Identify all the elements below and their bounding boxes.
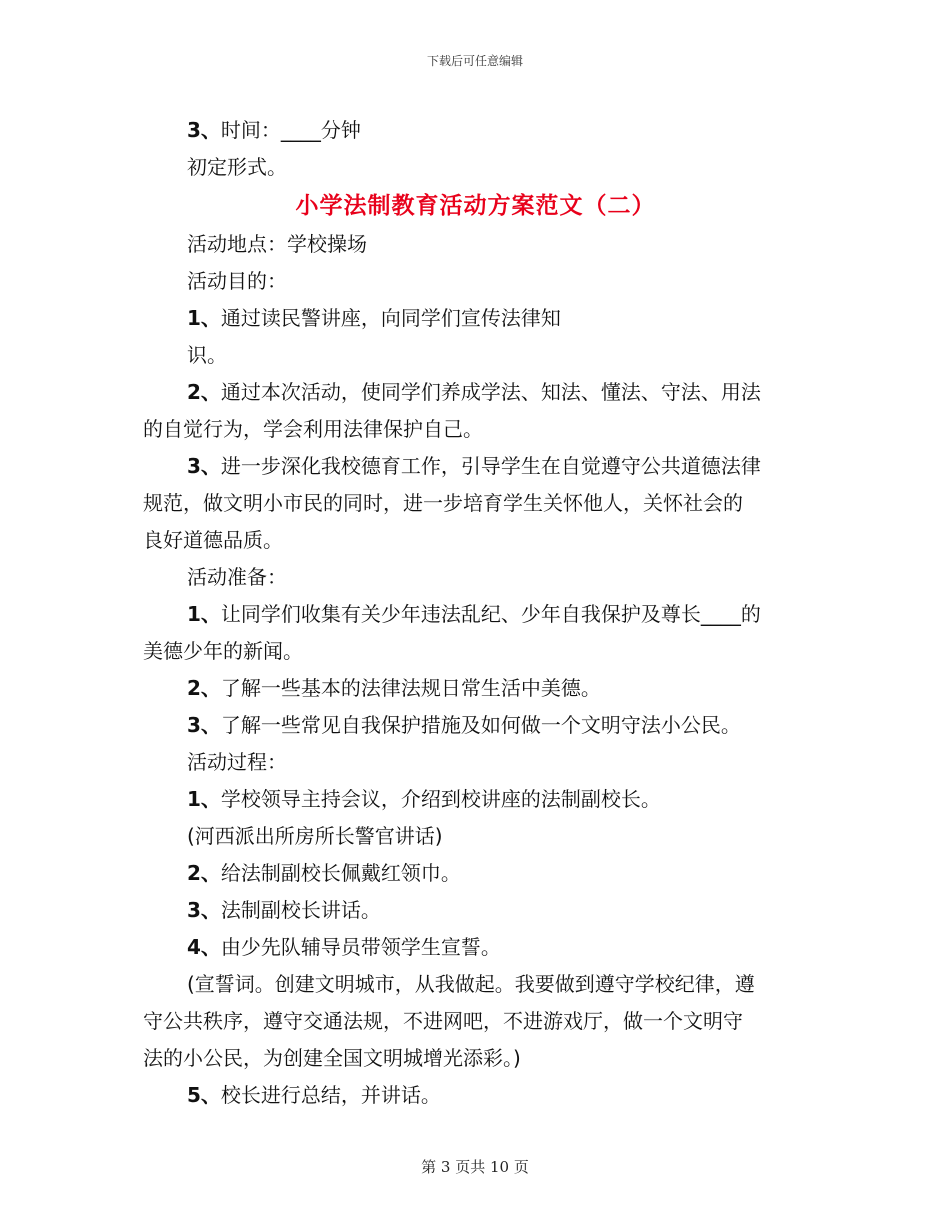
list-item <box>143 374 808 411</box>
item-number: 2、 <box>187 380 221 404</box>
item-number: 3、 <box>187 713 221 737</box>
list-item <box>143 596 808 633</box>
item-text: 通过读民警讲座，向同学们宣传法律知 <box>220 306 561 330</box>
item-text: 让同学们收集有关少年违法乱纪、少年自我保护及尊长____的 <box>220 602 761 626</box>
document-body <box>143 112 808 1114</box>
list-item <box>143 781 808 818</box>
item-text: 校长进行总结，并讲话。 <box>220 1083 441 1107</box>
item-number: 2、 <box>187 676 221 700</box>
item-text: 法制副校长讲话。 <box>220 898 381 922</box>
list-item <box>143 670 808 707</box>
item-number: 5、 <box>187 1083 221 1107</box>
item-number: 1、 <box>187 306 221 330</box>
item-text: 给法制副校长佩戴红领巾。 <box>220 861 461 885</box>
item-number: 3、 <box>187 454 221 478</box>
paragraph-line: 规范，做文明小市民的同时，进一步培育学生关怀他人，关怀社会的 <box>143 491 743 515</box>
paragraph-line: (河西派出所房所长警官讲话) <box>187 824 443 848</box>
item-number: 3、 <box>187 118 221 142</box>
item-number: 2、 <box>187 861 221 885</box>
item-text: 了解一些基本的法律法规日常生活中美德。 <box>220 676 601 700</box>
list-item <box>143 892 808 929</box>
list-item <box>143 300 808 337</box>
preparation-heading: 活动准备： <box>187 565 287 589</box>
paragraph-line: (宣誓词。创建文明城市，从我做起。我要做到遵守学校纪律，遵 <box>187 972 755 996</box>
item-text: 通过本次活动，使同学们养成学法、知法、懂法、守法、用法 <box>220 380 761 404</box>
purpose-heading: 活动目的： <box>187 269 287 293</box>
paragraph-line: 的自觉行为，学会利用法律保护自己。 <box>143 417 483 441</box>
paragraph-line: 初定形式。 <box>187 155 287 179</box>
item-number: 1、 <box>187 787 221 811</box>
section-title: 小学法制教育活动方案范文（二） <box>295 193 656 219</box>
item-text: 了解一些常见自我保护措施及如何做一个文明守法小公民。 <box>220 713 741 737</box>
paragraph-line: 法的小公民，为创建全国文明城增光添彩。) <box>143 1046 521 1070</box>
item-number: 3、 <box>187 898 221 922</box>
paragraph-line: 良好道德品质。 <box>143 528 283 552</box>
item-text: 学校领导主持会议，介绍到校讲座的法制副校长。 <box>220 787 661 811</box>
page-footer: 第 3 页共 10 页 <box>421 1158 529 1176</box>
item-text: 时间：____分钟 <box>220 118 361 142</box>
item-text: 进一步深化我校德育工作，引导学生在自觉遵守公共道德法律 <box>220 454 761 478</box>
list-item <box>143 448 808 485</box>
list-item <box>143 707 808 744</box>
paragraph-line: 守公共秩序，遵守交通法规，不进网吧，不进游戏厅，做一个文明守 <box>143 1009 743 1033</box>
process-heading: 活动过程： <box>187 750 287 774</box>
activity-place: 活动地点：学校操场 <box>187 232 367 256</box>
list-item <box>143 112 808 149</box>
page-header: 下载后可任意编辑 <box>426 54 523 68</box>
list-item <box>143 929 808 966</box>
list-item <box>143 855 808 892</box>
item-number: 4、 <box>187 935 221 959</box>
item-text: 由少先队辅导员带领学生宣誓。 <box>220 935 501 959</box>
list-item <box>143 1077 808 1114</box>
item-number: 1、 <box>187 602 221 626</box>
paragraph-line: 识。 <box>187 343 227 367</box>
paragraph-line: 美德少年的新闻。 <box>143 639 303 663</box>
